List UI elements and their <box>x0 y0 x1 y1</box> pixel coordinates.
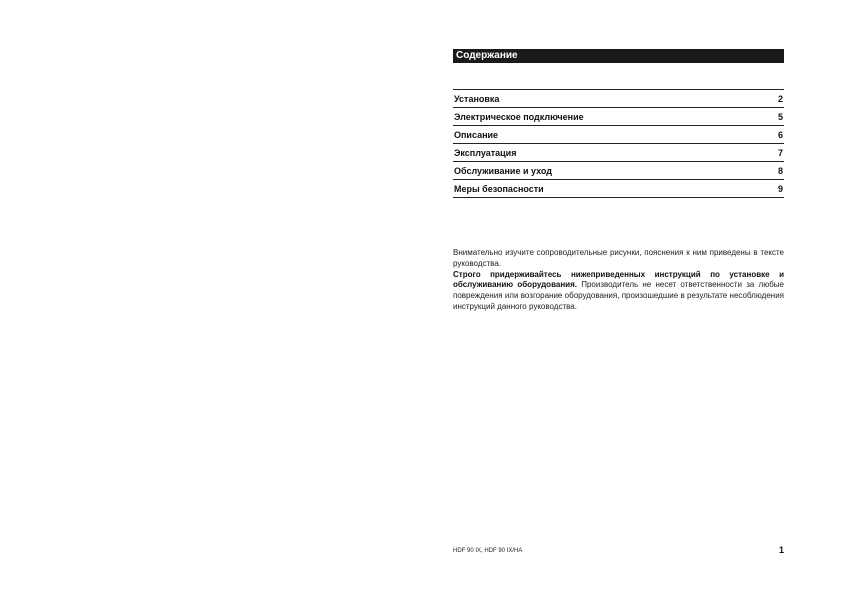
intro-warning-bold: Строго придерживайтесь нижеприведенных инструкций по установке и обслуживанию оборудования. <box>453 269 784 290</box>
toc-page: 5 <box>777 111 783 122</box>
toc-row-maintenance[interactable] <box>453 162 784 180</box>
toc-row-operation[interactable] <box>453 144 784 162</box>
intro-paragraph <box>453 248 784 313</box>
contents-header: Содержание <box>453 49 784 63</box>
table-of-contents <box>453 89 784 198</box>
toc-row-installation[interactable] <box>453 90 784 108</box>
toc-label: Описание <box>454 129 499 140</box>
toc-label: Обслуживание и уход <box>454 165 552 176</box>
page-number: 1 <box>778 545 784 555</box>
toc-page: 6 <box>777 129 783 140</box>
toc-page: 8 <box>777 165 783 176</box>
toc-label: Электрическое подключение <box>454 111 584 122</box>
intro-rest: Производитель не несет ответственности за любые повреждения или возгорание оборудования, произошедшие в результате несоблюдения инструкций данного руководства. <box>453 280 785 311</box>
footer-model: HDF 90 IX, HDF 90 IX/HA <box>453 548 523 554</box>
toc-row-safety[interactable] <box>453 180 784 198</box>
intro-line: Внимательно изучите сопроводительные рисунки, пояснения к ним приведены в тексте руководства. <box>453 248 784 268</box>
toc-label: Меры безопасности <box>454 183 544 194</box>
toc-label: Установка <box>454 93 500 104</box>
toc-page: 9 <box>777 183 783 194</box>
toc-row-electrical[interactable] <box>453 108 784 126</box>
toc-row-description[interactable] <box>453 126 784 144</box>
toc-label: Эксплуатация <box>454 147 517 158</box>
right-page <box>453 49 784 313</box>
toc-page: 2 <box>777 93 783 104</box>
toc-page: 7 <box>777 147 783 158</box>
